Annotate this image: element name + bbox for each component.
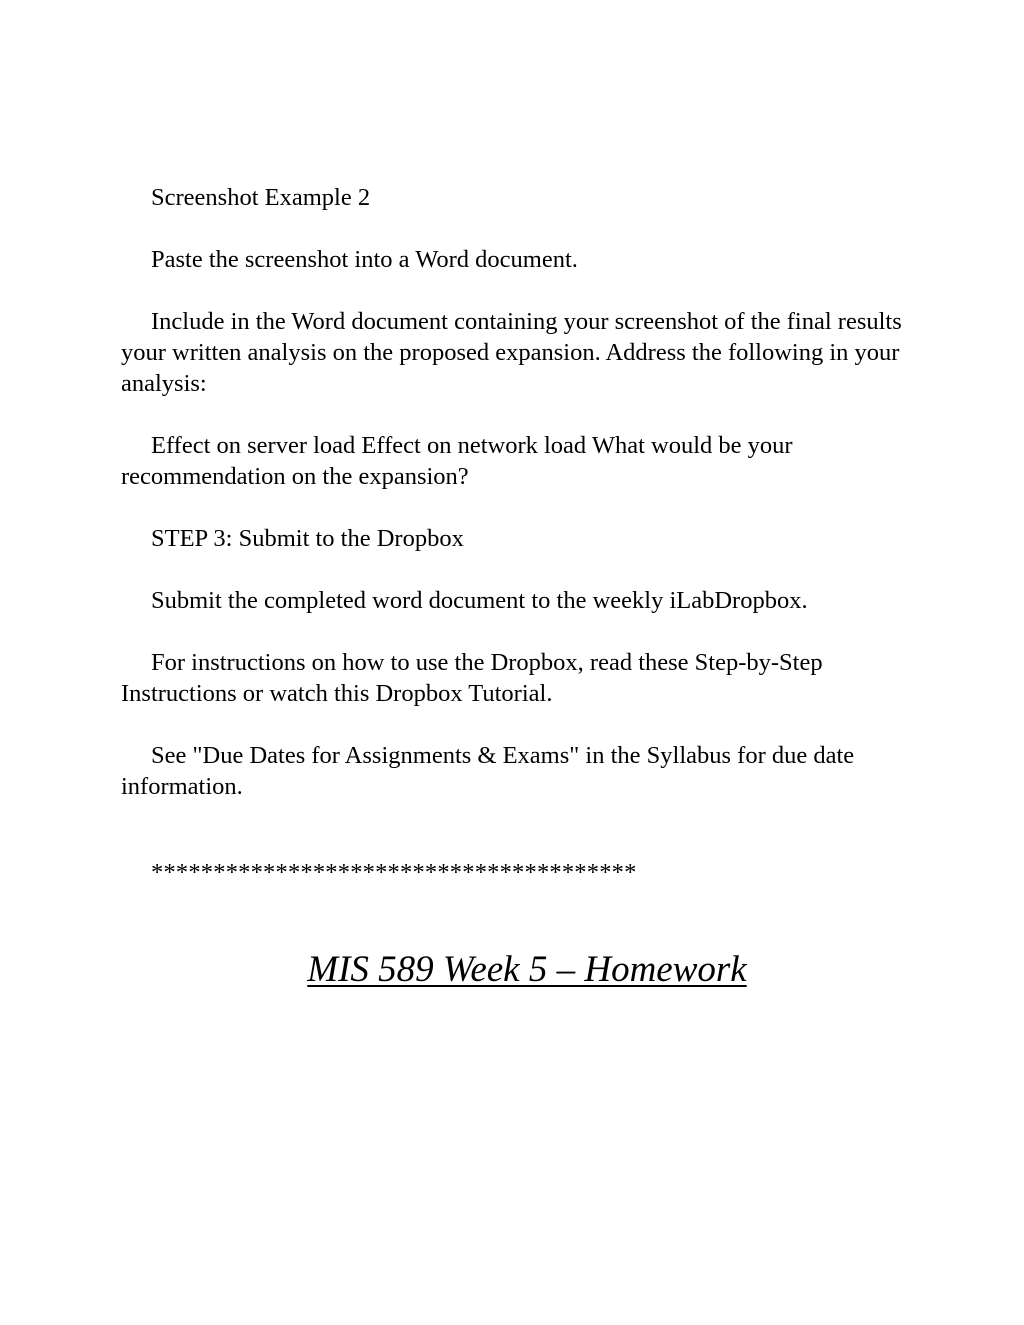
paragraph-step-3: STEP 3: Submit to the Dropbox	[151, 525, 464, 552]
paragraph-screenshot-example: Screenshot Example 2	[151, 184, 371, 211]
separator-line: ***************************************	[151, 859, 637, 886]
paragraph-submit: Submit the completed word document to the weekly iLabDropbox.	[151, 587, 808, 614]
document-body	[121, 182, 911, 990]
paragraph-due-dates: See "Due Dates for Assignments & Exams" in the Syllabus for due date information.	[121, 742, 855, 800]
paragraph-instructions: For instructions on how to use the Dropbox, read these Step-by-Step Instructions or watch this Dropbox Tutorial.	[121, 649, 823, 707]
paragraph-include-analysis: Include in the Word document containing your screenshot of the final results your written analysis on the proposed expansion. Address the following in your analysis:	[121, 308, 902, 397]
paragraph-paste-screenshot: Paste the screenshot into a Word document.	[151, 246, 578, 273]
section-heading: MIS 589 Week 5 – Homework	[307, 949, 747, 990]
paragraph-effects: Effect on server load Effect on network load What would be your recommendation on the expansion?	[121, 432, 793, 490]
